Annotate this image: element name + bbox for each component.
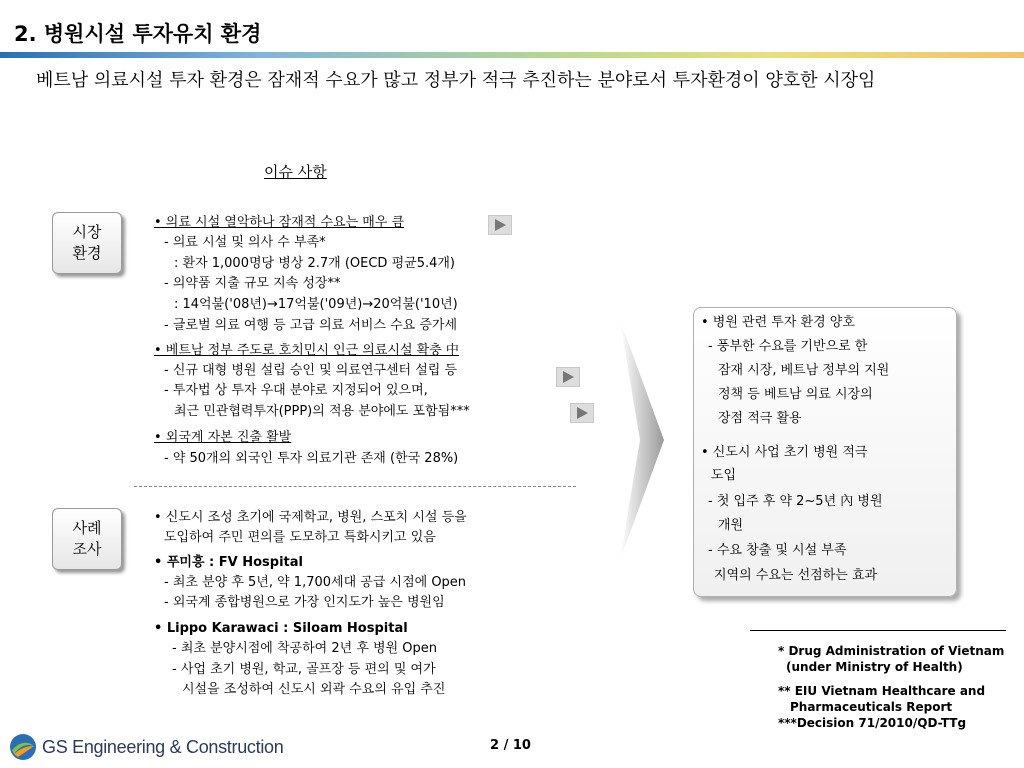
market-item: - 투자법 상 투자 우대 분야로 지정되어 있으며,	[164, 383, 428, 398]
page-number: 2 / 10	[490, 738, 531, 753]
market-item: - 글로벌 의료 여행 등 고급 의료 서비스 수요 증가세	[164, 318, 458, 333]
tab-label-line1: 시장	[72, 223, 102, 241]
footnote: * Drug Administration of Vietnam	[778, 644, 1005, 658]
tab-label-line1: 사례	[72, 519, 102, 537]
market-item: : 환자 1,000명당 병상 2.7개 (OECD 평균5.4개)	[174, 256, 455, 271]
market-item: - 약 50개의 외국인 투자 의료기관 존재 (한국 28%)	[164, 451, 459, 466]
case-item: - 사업 초기 병원, 학교, 골프장 등 편의 및 여가	[172, 662, 436, 677]
tab-label-line2: 조사	[72, 540, 102, 558]
market-bullet-3: • 외국계 자본 진출 활발	[154, 430, 292, 445]
tab-label-line2: 환경	[72, 244, 102, 262]
tab-case-study	[52, 508, 122, 570]
market-item: 최근 민관협력투자(PPP)의 적용 분야에도 포함됨***	[174, 404, 470, 419]
case-item: • 신도시 조성 초기에 국제학교, 병원, 스포치 시설 등을	[154, 510, 467, 525]
market-item: : 14억불('08년)→17억불('09년)→20억불('10년)	[174, 297, 458, 312]
market-item: - 신규 대형 병원 설립 승인 및 의료연구센터 설립 등	[164, 363, 458, 378]
case-item: - 최초 분양 후 5년, 약 1,700세대 공급 시점에 Open	[164, 575, 467, 590]
summary-item: • 신도시 사업 초기 병원 적극	[701, 445, 868, 460]
summary-item: - 수요 창출 및 시설 부족	[708, 543, 847, 558]
footnote: (under Ministry of Health)	[786, 660, 963, 674]
market-item: - 의약품 지출 규모 지속 성장**	[164, 276, 341, 291]
tab-market-environment	[52, 212, 122, 274]
summary-item: 개원	[718, 518, 744, 533]
issues-heading: 이슈 사항	[264, 163, 327, 181]
case-item: 시설을 조성하여 신도시 외곽 수요의 유입 추진	[182, 682, 446, 697]
case-item: • 푸미흥 : FV Hospital	[154, 555, 303, 570]
title-gradient-bar	[0, 52, 1024, 58]
summary-item: 정책 등 베트남 의료 시장의	[718, 387, 873, 402]
play-arrow-icon[interactable]	[570, 403, 594, 423]
chevron-right-icon	[620, 320, 666, 560]
case-item: - 외국계 종합병원으로 가장 인지도가 높은 병원임	[164, 595, 445, 610]
page-title: 2. 병원시설 투자유치 환경	[14, 22, 262, 46]
summary-item: - 첫 입주 후 약 2~5년 內 병원	[708, 494, 883, 509]
case-item: - 최초 분양시점에 착공하여 2년 후 병원 Open	[172, 641, 437, 656]
headline: 베트남 의료시설 투자 환경은 잠재적 수요가 많고 정부가 적극 추진하는 분야로서 투자환경이 양호한 시장임	[36, 70, 876, 91]
company-logo	[8, 732, 283, 762]
footnote: Pharmaceuticals Report	[790, 700, 953, 714]
market-bullet-1: • 의료 시설 열악하나 잠재적 수요는 매우 큼	[154, 215, 405, 230]
summary-item: - 풍부한 수요를 기반으로 한	[708, 339, 868, 354]
market-item: - 의료 시설 및 의사 수 부족*	[164, 235, 326, 250]
footnote-rule	[750, 630, 1006, 631]
play-arrow-icon[interactable]	[556, 367, 580, 387]
case-item: 도입하여 주민 편의를 도모하고 특화시키고 있음	[164, 530, 436, 545]
market-bullet-2: • 베트남 정부 주도로 호치민시 인근 의료시설 확충 中	[154, 343, 459, 358]
summary-item: 장점 적극 활용	[718, 411, 802, 426]
summary-item: • 병원 관련 투자 환경 양호	[701, 315, 855, 330]
summary-item: 잠재 시장, 베트남 정부의 지원	[718, 363, 890, 378]
gs-logo-icon	[8, 732, 38, 762]
section-divider	[134, 486, 576, 487]
footnote: ***Decision 71/2010/QD-TTg	[778, 716, 967, 730]
summary-item: 지역의 수요는 선점하는 효과	[714, 568, 878, 583]
case-item: • Lippo Karawaci : Siloam Hospital	[154, 621, 408, 636]
logo-text: GS Engineering & Construction	[42, 736, 284, 757]
play-arrow-icon[interactable]	[488, 215, 512, 235]
footnote: ** EIU Vietnam Healthcare and	[778, 684, 986, 698]
summary-item: 도입	[711, 468, 737, 483]
